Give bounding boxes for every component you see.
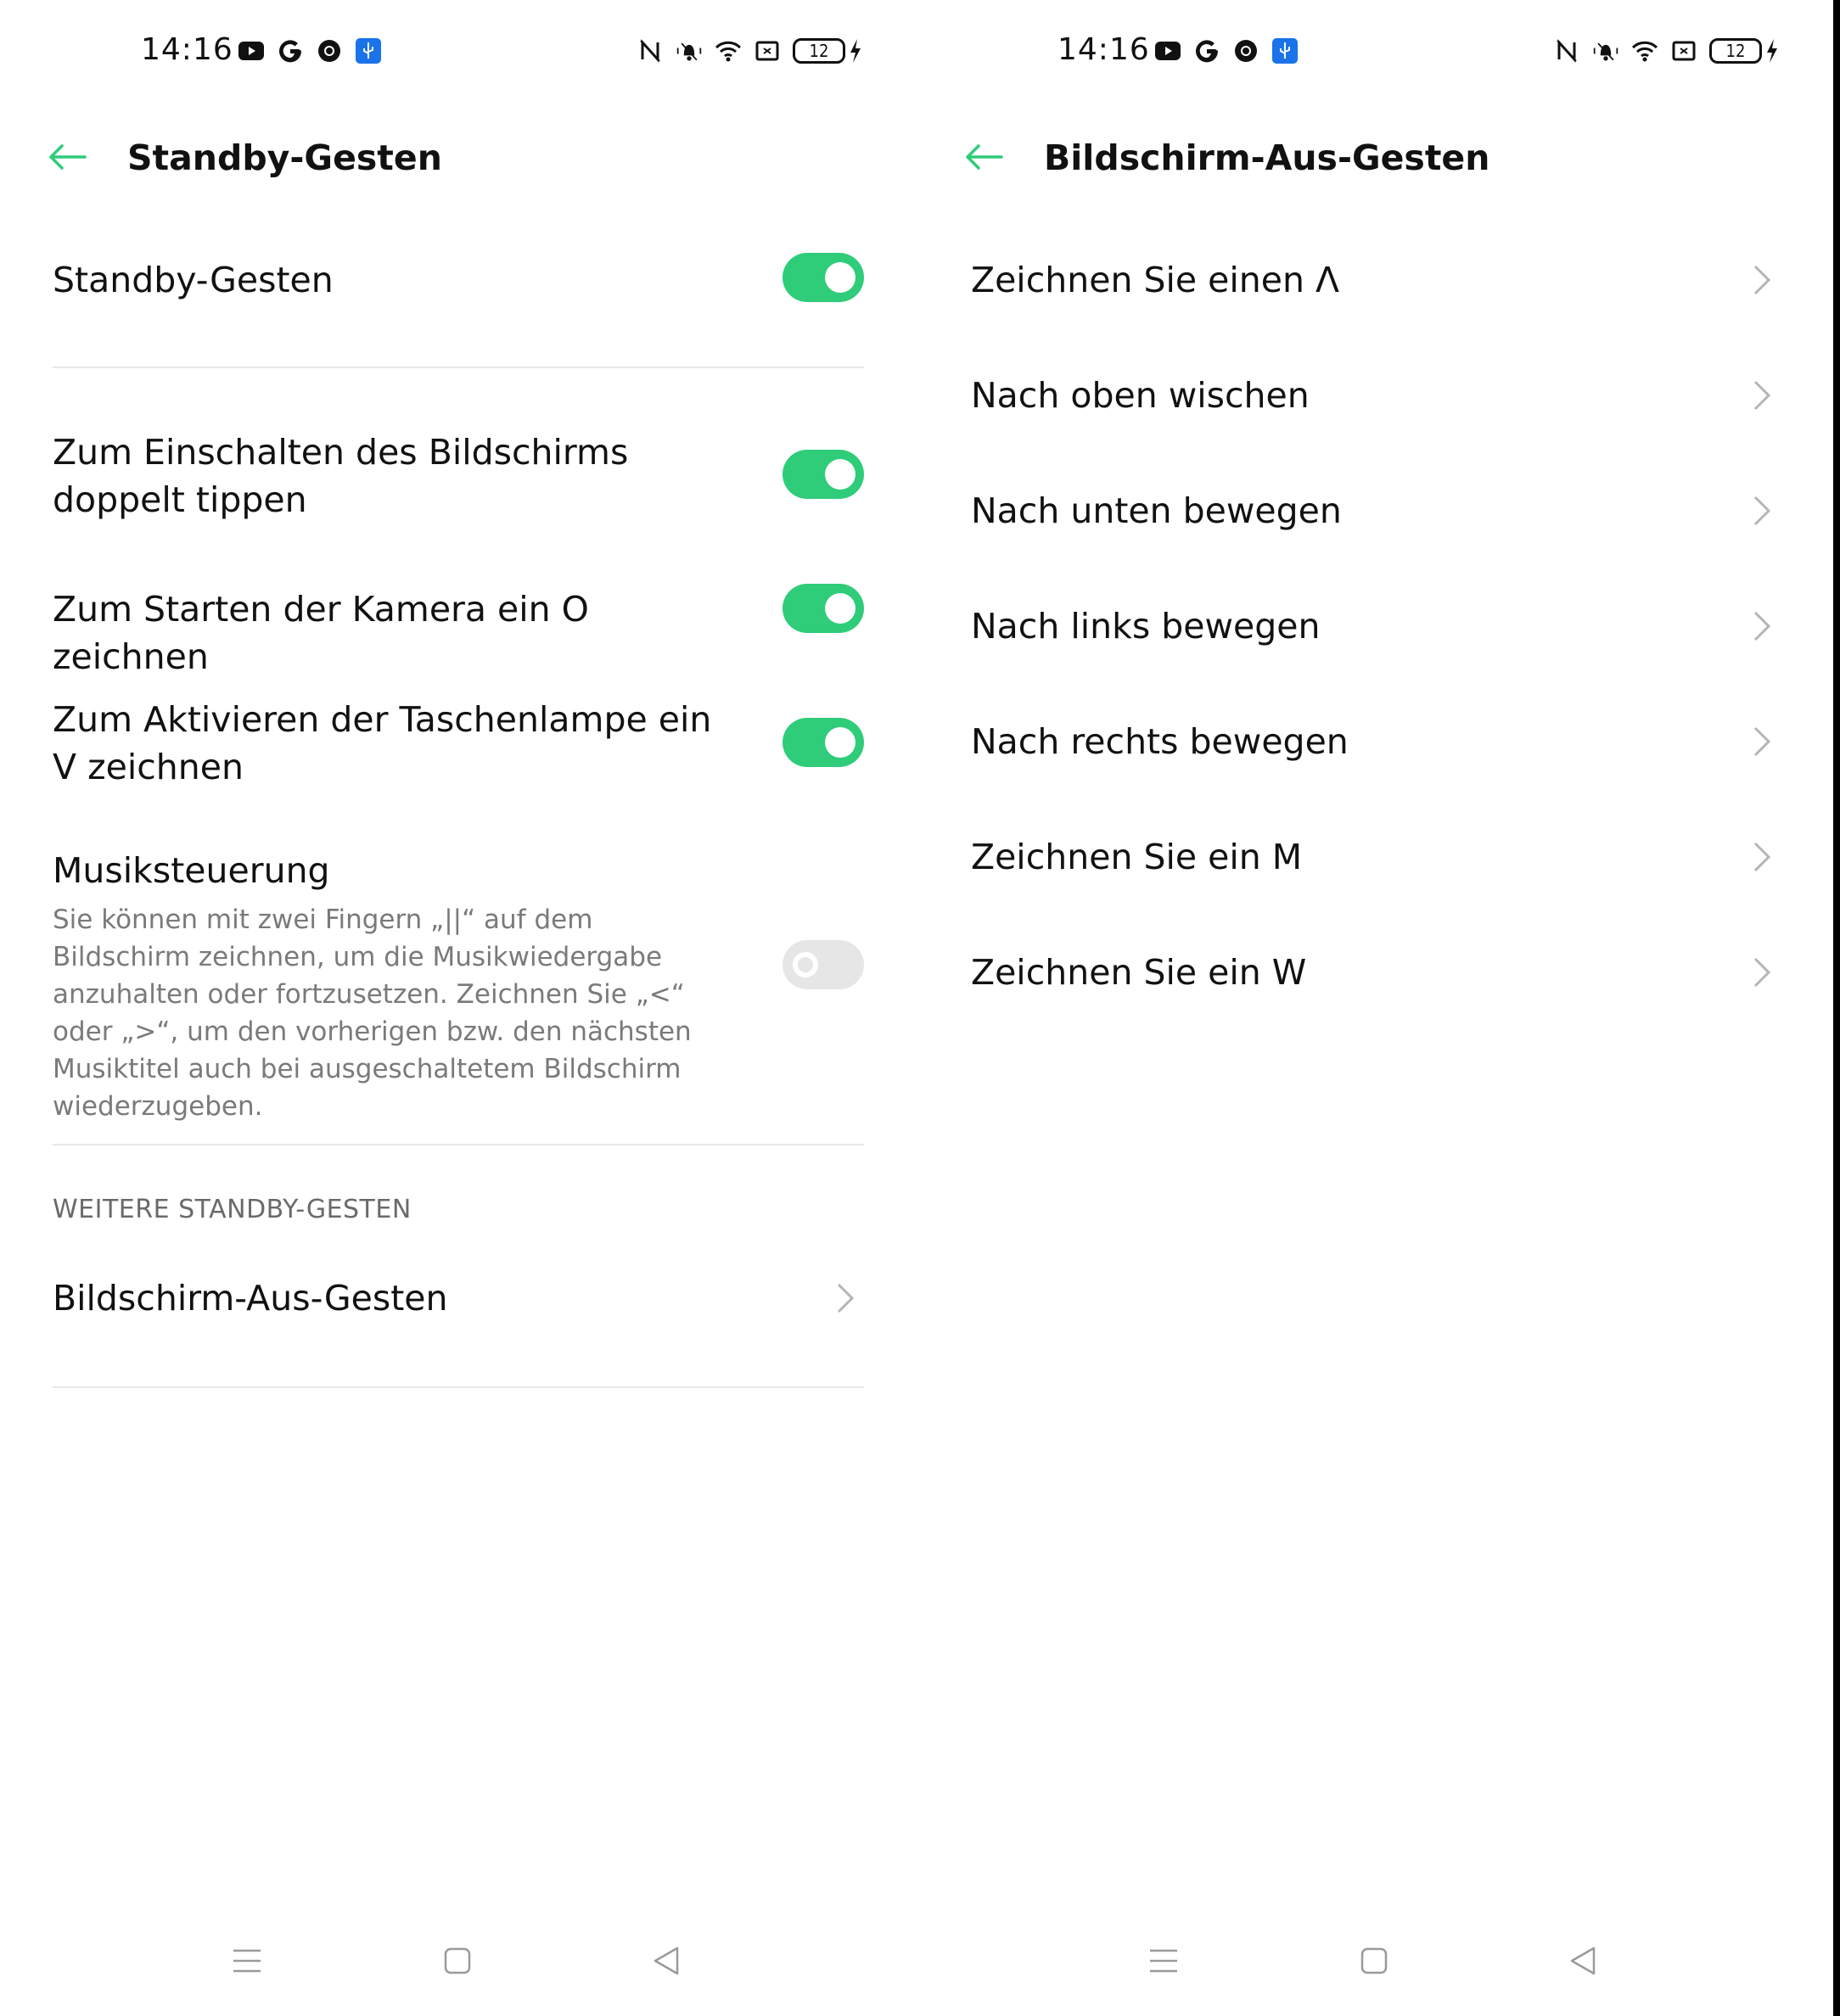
- system-icons: [637, 37, 862, 64]
- usb-debugging-icon: [355, 37, 382, 64]
- standby-gestures-screen: [0, 0, 917, 2016]
- gesture-item-draw-m[interactable]: [971, 799, 1781, 915]
- status-bar: [0, 0, 917, 102]
- draw-o-camera-toggle[interactable]: [783, 584, 864, 633]
- gesture-item-move-right[interactable]: [971, 684, 1781, 799]
- wifi-icon: [1631, 37, 1658, 64]
- battery-level: 12: [1709, 38, 1762, 64]
- home-button[interactable]: [436, 1940, 479, 1982]
- gesture-label: Zeichnen Sie ein W: [971, 952, 1307, 993]
- screen-cast-icon: [754, 37, 781, 64]
- gesture-item-move-left[interactable]: [971, 568, 1781, 684]
- notification-icons: [1154, 37, 1299, 64]
- back-arrow-icon: [48, 144, 87, 170]
- system-icons: [1553, 37, 1779, 64]
- double-tap-wake-row[interactable]: [53, 428, 732, 524]
- battery-indicator: [793, 38, 862, 64]
- back-triangle-icon: [1568, 1946, 1597, 1976]
- toggle-knob: [825, 459, 855, 490]
- double-tap-wake-toggle[interactable]: [783, 450, 864, 499]
- home-icon: [443, 1946, 472, 1975]
- screen-cast-icon: [1670, 37, 1697, 64]
- back-button[interactable]: [46, 136, 88, 178]
- navigation-bar: [0, 1923, 917, 2016]
- chrome-icon: [316, 37, 343, 64]
- menu-icon: [1148, 1948, 1179, 1974]
- nfc-icon: [637, 37, 664, 64]
- draw-o-camera-label: Zum Starten der Kamera ein O zeichnen: [53, 589, 589, 677]
- status-time: 14:16: [141, 32, 233, 67]
- battery-level: 12: [793, 38, 845, 64]
- double-tap-wake-label: Zum Einschalten des Bildschirms doppelt tippen: [53, 432, 629, 520]
- toggle-knob: [825, 262, 855, 293]
- navigation-bar: [917, 1923, 1833, 2016]
- gesture-label: Nach oben wischen: [971, 375, 1310, 416]
- screen-off-gestures-link[interactable]: [53, 1274, 864, 1334]
- back-triangle-icon: [652, 1946, 681, 1976]
- toggle-knob: [825, 593, 855, 624]
- chevron-right-icon: [1748, 261, 1774, 299]
- gesture-label: Zeichnen Sie ein M: [971, 837, 1303, 877]
- google-icon: [1193, 37, 1220, 64]
- back-button[interactable]: [962, 136, 1005, 178]
- screen-off-gestures-screen: [917, 0, 1833, 2016]
- battery-indicator: [1709, 38, 1779, 64]
- menu-button[interactable]: [226, 1940, 268, 1982]
- notification-icons: [238, 37, 382, 64]
- divider: [53, 1144, 864, 1145]
- gesture-label: Nach unten bewegen: [971, 490, 1342, 531]
- youtube-icon: [1154, 37, 1181, 64]
- gesture-item-draw-w[interactable]: [971, 915, 1781, 1030]
- menu-icon: [232, 1948, 262, 1974]
- wifi-icon: [715, 37, 742, 64]
- screen-off-gestures-label: Bildschirm-Aus-Gesten: [53, 1278, 448, 1319]
- chevron-right-icon: [1748, 608, 1774, 645]
- music-control-row[interactable]: [53, 847, 723, 1125]
- chevron-right-icon: [832, 1280, 857, 1317]
- nav-back-button[interactable]: [645, 1940, 687, 1982]
- status-time: 14:16: [1057, 32, 1150, 67]
- draw-v-flashlight-label: Zum Aktivieren der Taschenlampe ein V zeichnen: [53, 699, 712, 787]
- divider: [53, 1386, 864, 1388]
- music-control-toggle[interactable]: [783, 940, 864, 989]
- charging-icon: [1765, 39, 1779, 63]
- toggle-knob: [793, 952, 818, 977]
- nfc-icon: [1553, 37, 1580, 64]
- gesture-item-draw-caret[interactable]: [971, 222, 1781, 338]
- page-title: Standby-Gesten: [127, 137, 442, 178]
- back-arrow-icon: [964, 144, 1003, 170]
- draw-v-flashlight-row[interactable]: [53, 696, 715, 791]
- google-icon: [277, 37, 304, 64]
- toggle-knob: [825, 727, 855, 758]
- chrome-icon: [1232, 37, 1259, 64]
- music-control-description: Sie können mit zwei Fingern „||“ auf dem Bildschirm zeichnen, um die Musikwiedergabe anzuhalten oder fortzusetzen. Zeichnen Sie „<“ oder „>“, um den vorherigen bzw. den nächsten Musiktitel auch bei ausgeschaltetem Bildschirm wiederzugeben.: [53, 904, 692, 1122]
- charging-icon: [849, 39, 862, 63]
- home-icon: [1360, 1946, 1388, 1975]
- page-title: Bildschirm-Aus-Gesten: [1044, 137, 1490, 178]
- youtube-icon: [238, 37, 265, 64]
- chevron-right-icon: [1748, 954, 1774, 991]
- section-header: [53, 1195, 864, 1224]
- status-bar: [917, 0, 1833, 102]
- gesture-label: Nach rechts bewegen: [971, 721, 1349, 762]
- vibrate-icon: [1592, 37, 1619, 64]
- menu-button[interactable]: [1142, 1940, 1185, 1982]
- home-button[interactable]: [1353, 1940, 1395, 1982]
- gesture-item-swipe-up[interactable]: [971, 338, 1781, 453]
- divider: [53, 367, 864, 368]
- gesture-label: Zeichnen Sie einen Λ: [971, 260, 1340, 300]
- standby-gestures-label: Standby-Gesten: [53, 260, 334, 300]
- usb-debugging-icon: [1271, 37, 1299, 64]
- nav-back-button[interactable]: [1562, 1940, 1604, 1982]
- chevron-right-icon: [1748, 838, 1774, 876]
- standby-gestures-row[interactable]: [53, 256, 864, 307]
- chevron-right-icon: [1748, 723, 1774, 760]
- vibrate-icon: [676, 37, 703, 64]
- chevron-right-icon: [1748, 377, 1774, 414]
- gesture-label: Nach links bewegen: [971, 606, 1321, 647]
- gesture-item-move-down[interactable]: [971, 453, 1781, 568]
- music-control-label: Musiksteuerung: [53, 850, 330, 891]
- draw-v-flashlight-toggle[interactable]: [783, 718, 864, 767]
- standby-gestures-toggle[interactable]: [783, 253, 864, 302]
- app-bar: [917, 119, 1833, 195]
- section-header-label: WEITERE STANDBY-GESTEN: [53, 1195, 412, 1224]
- chevron-right-icon: [1748, 492, 1774, 529]
- app-bar: [0, 119, 917, 195]
- draw-o-camera-row[interactable]: [53, 585, 732, 680]
